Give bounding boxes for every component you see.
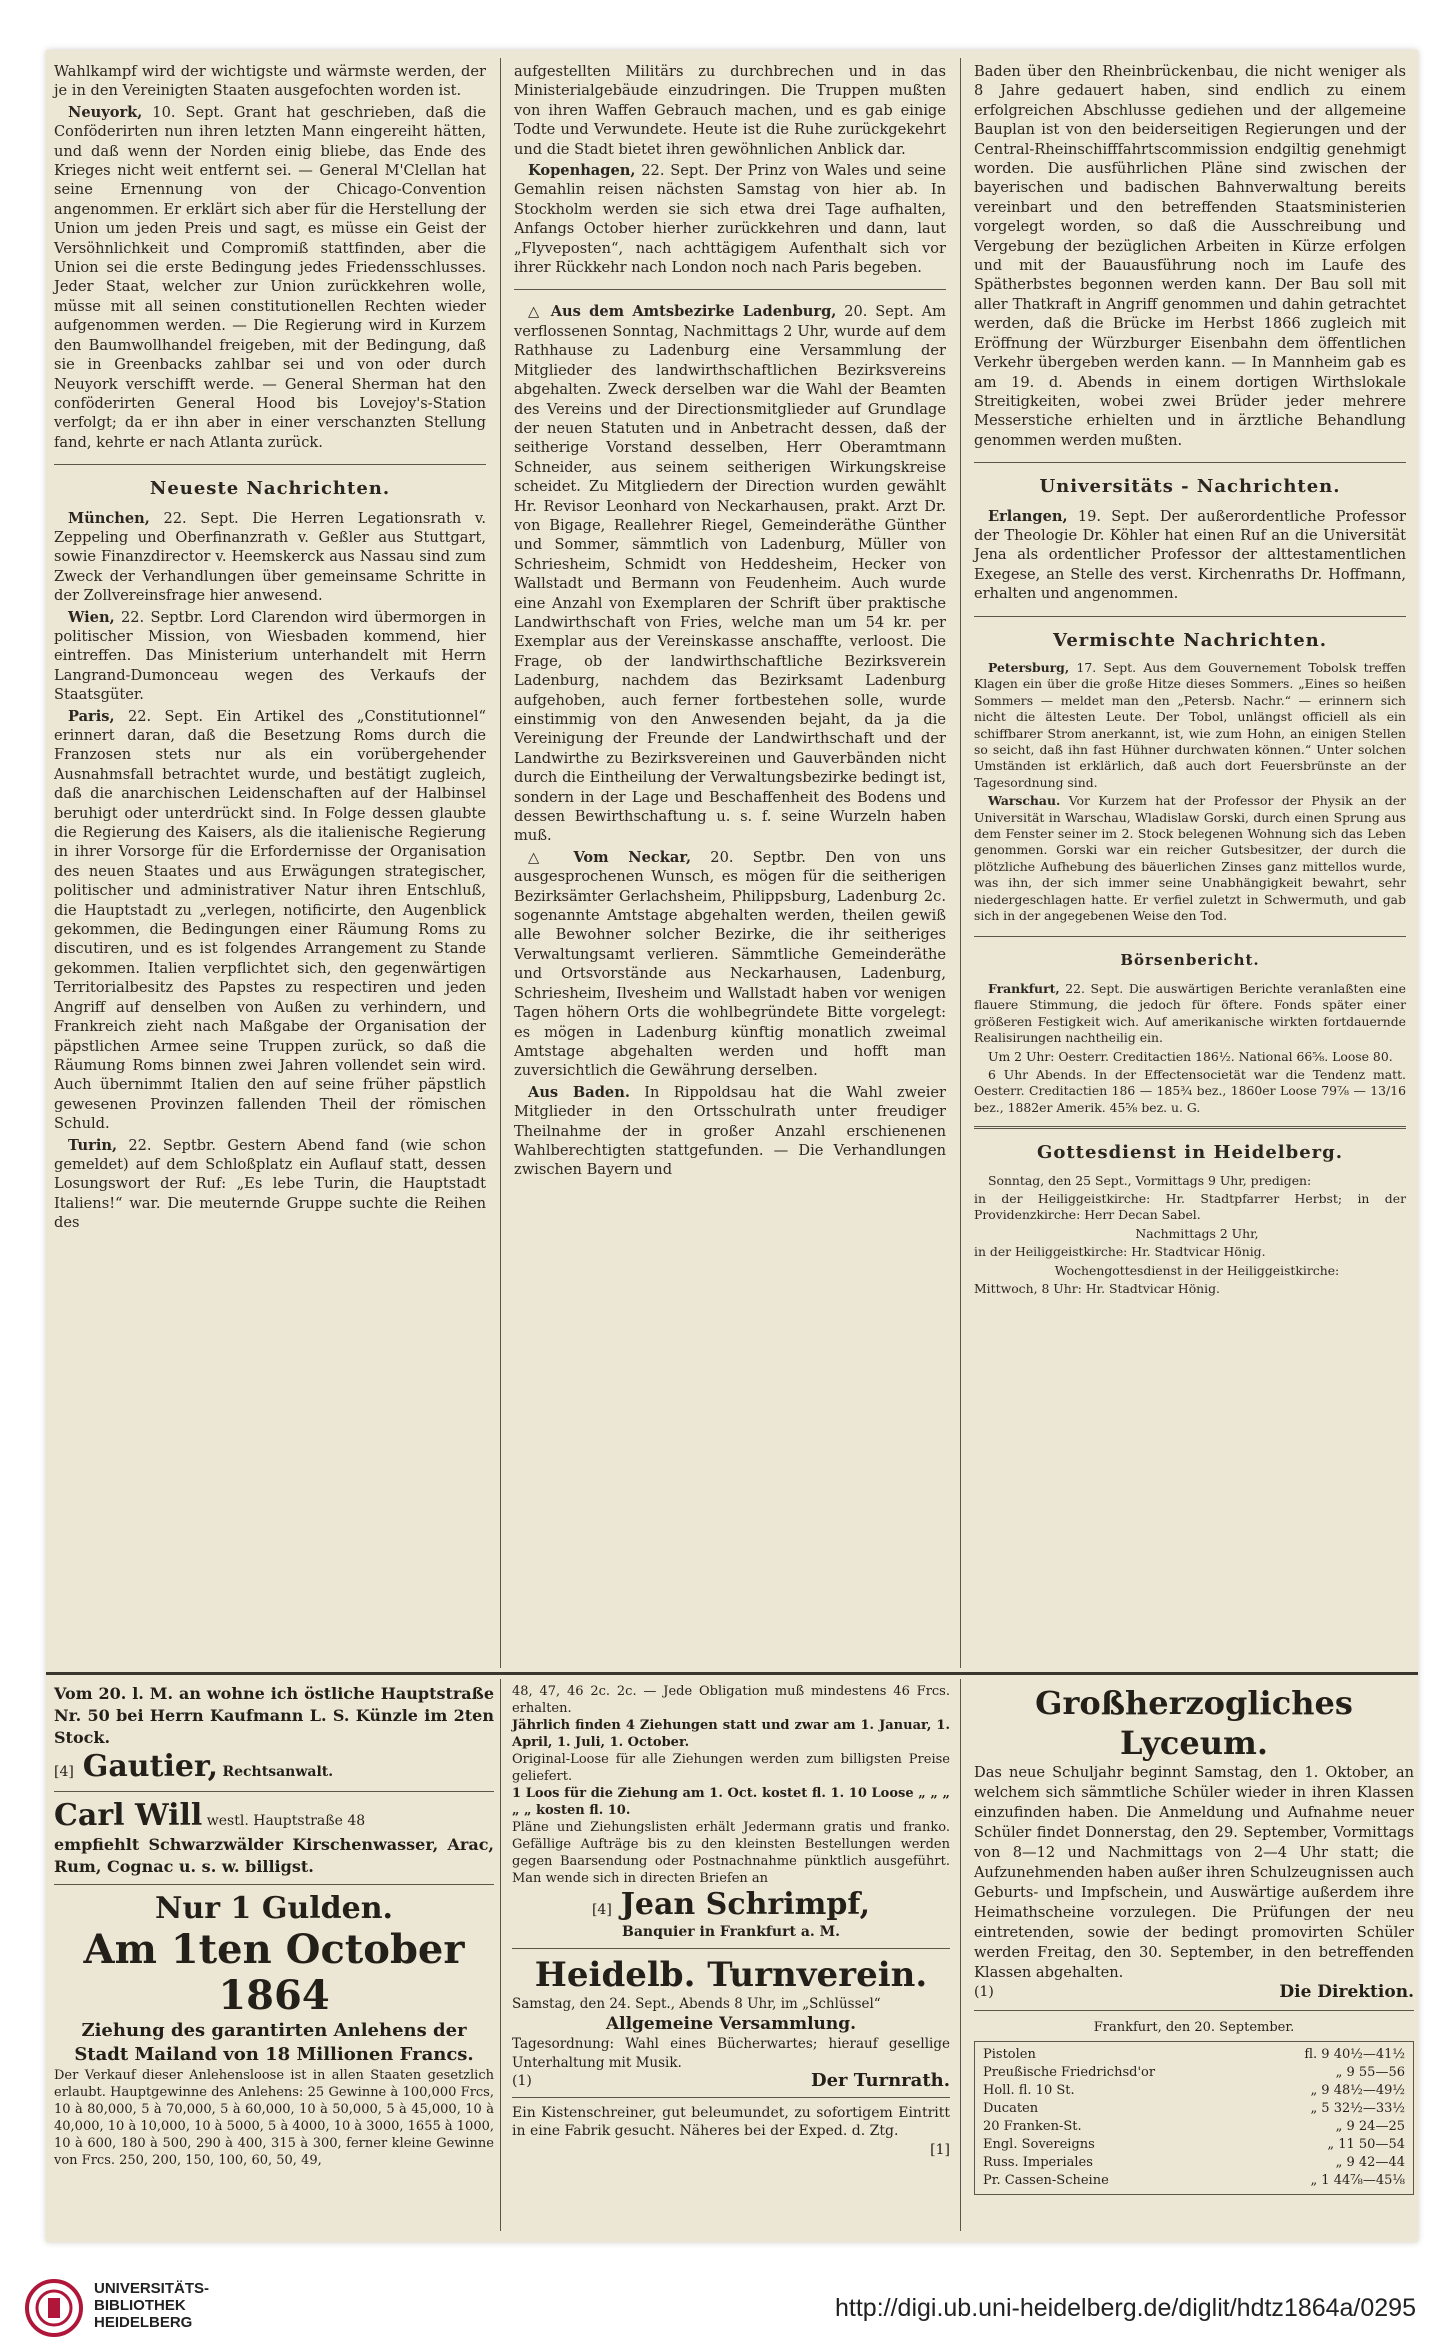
dateline: Frankfurt, [988,980,1060,996]
rate-value: „ 9 42—44 [1335,2155,1405,2170]
article-text: 20. Septbr. Den von uns ausgesprochenen Wunsch, es mögen für die seitherigen Bezirksämter Gerlachsheim, Philippsburg, Ladenburg 2c. sogenannte Amtstage abgehalten werden, theilen gewiß alle Bewohner solcher Bezirke, die ihr seitheriges Verwaltungsamt verlieren. Sämmtliche Gemeinderäthe und Ortsvorstände aus Neckarhausen, Ladenburg, Schriesheim, Ilvesheim und Wallstadt haben vor wenigen Tagen höhern Orts die wohlbegründete Bitte vorgelegt: es mögen in Ladenburg künftig monatlich zweimal Amtstage abgehalten werden und hofft man zuversichtlich die Gewährung derselben. [514,848,946,1080]
service-line: Nachmittags 2 Uhr, [1135,1225,1259,1241]
article-paragraph [514,1083,946,1180]
ad-divider [974,2010,1414,2011]
article-text: Vor Kurzem hat der Professor der Physik an der Universität in Warschau, Wladislaw Gorski, durch einen Sprung aus dem Fenster seiner im 2. Stock belegenen Wohnung sich das Leben genommen. Gorski war ein reicher Gutsbesitzer, der durch die plötzliche Aufhebung des bäuerlichen Zinses ganz mittellos wurde, was ihn, der sich immer seine Unabhängigkeit bewahrt, sehr niedergeschlagen hatte. Er verfiel zuletzt in Schwermuth, und gab sich in der angegebenen Weise den Tod. [974,793,1406,924]
ad-text: empfiehlt Schwarzwälder Kirschenwasser, Arac, Rum, Cognac u. s. w. billigst. [54,1835,494,1876]
ad-text: Vom 20. l. M. an wohne ich östliche Hauptstraße Nr. 50 bei Herrn Kaufmann L. S. Künzle im 2ten Stock. [54,1684,494,1747]
ad-name: Gautier, [82,1749,219,1784]
rate-row [983,2118,1405,2136]
ad-headline: Heidelb. Turnverein. [534,1954,928,1995]
ad-subtitle: Banquier in Frankfurt a. M. [621,1924,841,1940]
ad-column-3 [974,1683,1414,2195]
dateline: Erlangen, [988,507,1068,525]
service-line: in der Heiliggeistkirche: Hr. Stadtpfarrer Herbst; in der Providenzkirche: Herr Decan Sabel. [974,1190,1406,1223]
rate-name: Preußische Friedrichsd'or [983,2065,1156,2080]
rate-row [983,2046,1405,2064]
rate-row [983,2136,1405,2154]
article-paragraph [514,161,946,277]
section-divider [974,462,1406,463]
ad-number: (1) [974,1984,994,2000]
dateline: Kopenhagen, [528,162,636,180]
article-text: 19. Sept. Der außerordentliche Professor der Theologie Dr. Köhler hat einen Ruf an die Universität Jena als ordentlicher Professor der alttestamentlichen Exegese, an Stelle des verst. Kirchenraths Dr. Hoffmann, erhalten und angenommen. [974,507,1406,603]
article-paragraph [974,981,1406,1047]
rate-name: Russ. Imperiales [983,2155,1093,2170]
ad-signature [974,1983,1414,2002]
ad-subheadline: Allgemeine Versammlung. [605,2014,857,2034]
section-divider [54,464,486,465]
ad-signature [512,1887,950,1923]
dateline: △ Aus dem Amtsbezirke Ladenburg, [528,303,837,321]
section-divider [974,616,1406,617]
rate-value: „ 1 44⅞—45⅛ [1310,2173,1405,2188]
article-paragraph: Um 2 Uhr: Oesterr. Creditactien 186½. National 66⅝. Loose 80. [988,1048,1393,1064]
ad-text: 1 Loos für die Ziehung am 1. Oct. kostet fl. 1. 10 Loose „ „ „ „ „ kosten fl. 10. [512,1786,950,1818]
permalink[interactable]: http://digi.ub.uni-heidelberg.de/diglit/hdtz1864a/0295 [835,2294,1416,2322]
university-seal-icon [24,2278,84,2338]
ad-name: Carl Will [54,1798,203,1833]
rate-row [983,2064,1405,2082]
ad-headline: Nur 1 Gulden. [155,1891,393,1926]
rates-heading: Frankfurt, den 20. September. [1093,2019,1295,2035]
section-heading: Universitäts - Nachrichten. [1039,476,1341,498]
article-column-2 [514,62,946,1182]
article-column-1 [54,62,486,1235]
article-paragraph [974,793,1406,924]
dateline: München, [68,509,150,527]
ad-number: [4] [54,1764,74,1780]
advertisement-section [46,1672,1418,2235]
rate-name: Engl. Sovereigns [983,2137,1095,2152]
ad-headline: Großherzogliches Lyceum. [1035,1684,1353,1762]
rate-value: „ 5 32½—33½ [1310,2101,1405,2116]
ad-text: Das neue Schuljahr beginnt Samstag, den 1. Oktober, an welchem sich sämmtliche Schüler wieder in ihren Klassen einzufinden haben. Die Anmeldung und Aufnahme neuer Schüler findet Donnerstag, den 29. September, Vormittags von 8—12 und Nachmittags von 2—4 Uhr statt; die Aufzunehmenden haben außer ihren Schulzeugnissen auch Geburts- und Impfschein, und Auswärtige außerdem ihre Heimathscheine vorzulegen. Die Prüfungen der neu eintretenden, sowie der bedingt promovirten Schüler werden Freitag, den 30. September, in den betreffenden Klassen abgehalten. [974,1764,1414,1981]
article-text: 22. Sept. Der Prinz von Wales und seine Gemahlin reisen nächsten Samstag von hier ab. In Stockholm werden sie sich etwa drei Tage aufhalten, Anfangs October hierher zurückkehren und dann, laut „Flyveposten“, nach achttägigem Aufenthalt sich vor ihrer Rückkehr nach London noch nach Paris begeben. [514,162,946,277]
rate-row [983,2154,1405,2172]
column-rule [960,1679,961,2231]
ad-number: [1] [930,2141,950,2158]
ad-subheadline: Ziehung des garantirten Anlehens der Stadt Mailand von 18 Millionen Francs. [74,2020,474,2065]
article-paragraph [54,608,486,705]
section-divider [514,289,946,290]
ad-line [54,1798,494,1834]
article-paragraph [514,302,946,845]
section-divider [974,936,1406,937]
ad-divider [512,1948,950,1949]
ad-text: Tagesordnung: Wahl eines Bücherwartes; hierauf gesellige Unterhaltung mit Musik. [512,2036,950,2071]
ad-signature [54,1749,494,1785]
section-divider [974,1126,1406,1129]
viewer-footer [0,2258,1452,2350]
article-text: 22. Sept. Ein Artikel des „Constitutionnel“ erinnert daran, daß die Besetzung Roms durch die Franzosen stets nur als ein vorübergehender Ausnahmsfall betrachtet wurde, und bestätigt zugleich, daß die anarchischen Leidenschaften auf der Halbinsel beruhigt oder unterdrückt sind. In Folge dessen glaubte die Regierung des Kaisers, als die italienische Regierung in ihrer Vorsorge für die Erfordernisse der Organisation des neuen Staates und aus Erwägungen strategischer, politischer und administrativer Natur ihren Entschluß, die Hauptstadt zu „verlegen, notificirte, den Augenblick gekommen, die Bedingungen einer Räumung Roms zu discutiren, und es ist folgendes Arrangement zu Stande gekommen. Italien verpflichtet sich, den gegenwärtigen Territorialbesitz des Papstes zu respectiren und jeden Angriff auf denselben von Außen zu verhindern, und Frankreich zieht nach Maßgabe der Organisation der päpstlichen Armee seine Truppen zurück, so daß die Räumung Roms binnen zwei Jahren vollendet sein wird. Auch übernimmt Italien den auf seine früher päpstlich gewesenen Provinzen fallenden Theil der römischen Schuld. [54,707,487,1133]
ad-sign: Der Turnrath. [810,2070,950,2091]
article-paragraph: Baden über den Rheinbrückenbau, die nicht weniger als 8 Jahre gedauert haben, sind endlich zu einem erfolgreichen Abschlusse gediehen und der allgemeine Bauplan ist von den beiderseitigen Regierungen und der Central-Rheinschifffahrtscommission endgiltig genehmigt worden. Die ausführlichen Pläne sind zwischen der bayerischen und badischen Bahnverwaltung bereits vereinbart und den betreffenden Staatsministerien vorgelegt worden, so daß die Ausschreibung und Vergebung der bezüglichen Arbeiten in Kürze erfolgen und mit der Bauausführung noch im Laufe des Spätherbstes begonnen werden kann. Der Bau soll mit aller Thatkraft in Angriff genommen und dahin getrachtet werden, daß die Brücke im Herbst 1866 zugleich mit Eröffnung der Würzburger Eisenbahn dem öffentlichen Verkehr übergeben werden kann. — In Mannheim gab es am 19. d. Abends in einem dortigen Wirthslokale Streitigkeiten, wobei zwei Brüder jeder mehrere Messerstiche erhielten und in ärztliche Behandlung genommen werden mußten. [974,63,1406,449]
service-line: Sonntag, den 25 Sept., Vormittags 9 Uhr, predigen: [988,1172,1312,1188]
ad-text: Samstag, den 24. Sept., Abends 8 Uhr, im „Schlüssel“ [512,1995,881,2012]
ad-sign: Die Direktion. [1279,1982,1414,2002]
ad-number: [4] [591,1902,612,1918]
article-text: 22. Septbr. Gestern Abend fand (wie schon gemeldet) auf dem Schloßplatz ein Auflauf statt, dessen Losungswort der Ruf: „Es lebe Turin, die Hauptstadt Italiens!“ war. Die meuternde Gruppe suchte die Reihen des [54,1136,487,1232]
rate-value: „ 9 24—25 [1335,2119,1405,2134]
library-line: UNIVERSITÄTS- [94,2280,210,2297]
dateline: Paris, [68,707,115,725]
ad-text: Der Verkauf dieser Anlehensloose ist in allen Staaten gesetzlich erlaubt. Hauptgewinne des Anlehens: 25 Gewinne à 100,000 Frcs, 10 à 80,000, 5 à 70,000, 5 à 60,000, 10 à 50,000, 5 à 45,000, 10 à 40,000, 10 à 10,000, 10 à 5000, 5 à 4000, 10 à 3000, 1655 à 1000, 10 à 600, 180 à 500, 290 à 400, 315 à 300, ferner kleine Gewinne von Frcs. 250, 200, 150, 100, 60, 50, 49, [54,2068,494,2168]
article-paragraph [974,660,1406,791]
ad-text: Original-Loose für alle Ziehungen werden zum billigsten Preise geliefert. [512,1752,950,1784]
exchange-rates-table [974,2041,1414,2195]
ad-divider [512,2097,950,2098]
article-paragraph: 6 Uhr Abends. In der Effectensocietät war die Tendenz matt. Oesterr. Creditactien 186 — 185¾ bez., 1860er Loose 79⅞ — 13/16 bez., 1882er Amerik. 45⅝ bez. u. G. [974,1066,1406,1115]
article-column-3 [974,62,1406,1299]
article-paragraph [514,848,946,1081]
column-rule [500,58,501,1668]
article-text: 10. Sept. Grant hat geschrieben, daß die Conföderirten nun ihren letzten Mann eingereiht hätten, und daß wenn der Norden einig bliebe, das Ende des Krieges nicht weit entfernt sei. — General M'Clellan hat seine Ernennung von der Chicago-Convention angenommen. Er erklärt sich aber für die Herstellung der Union um jeden Preis und sagt, es müsse ein Geist der Versöhnlichkeit und Compromiß stattfinden, aber die Union sei die erste Bedingung jedes Friedensschlusses. Jeder Staat, welcher zur Union zurückkehren wolle, müsse mit all seinen constitutionellen Rechten wieder aufgenommen werden. — Die Regierung wird in Kurzem den Baumwollhandel freigeben, mit der Bedingung, daß sie in Greenbacks zahlbar sei und von oder durch Neuyork verschifft werde. — General Sherman hat den conföderirten General Hood bis Lovejoy's-Station verfolgt; da er ihn aber in einer verschanzten Stellung fand, kehrte er nach Atlanta zurück. [54,103,487,451]
section-heading: Börsenbericht. [1120,951,1260,970]
rate-name: 20 Franken-St. [983,2119,1082,2134]
section-heading: Neueste Nachrichten. [149,478,391,500]
ad-name: Jean Schrimpf, [620,1887,871,1922]
article-paragraph: aufgestellten Militärs zu durchbrechen und in das Ministerialgebäude einzudringen. Die Truppen mußten von ihren Waffen Gebrauch machen, und es gab einige Todte und Verwundete. Heute ist die Ruhe zurückgekehrt und die Stadt bietet ihren gewöhnlichen Anblick dar. [514,63,946,158]
rate-row [983,2082,1405,2100]
rate-name: Pr. Cassen-Scheine [983,2173,1109,2188]
rate-row [983,2172,1405,2190]
service-line: Wochengottesdienst in der Heiliggeistkirche: [1054,1262,1340,1278]
article-paragraph [54,509,486,606]
article-paragraph [54,707,486,1134]
rate-name: Ducaten [983,2101,1039,2116]
section-heading: Gottesdienst in Heidelberg. [1036,1142,1343,1164]
article-text: 20. Sept. Am verflossenen Sonntag, Nachmittags 2 Uhr, wurde auf dem Rathhause zu Ladenburg eine Versammlung der Mitglieder des landwirthschaftlichen Bezirksvereins abgehalten. Zweck derselben war die Wahl der Beamten des Vereins und der Directionsmitglieder auf Grundlage der neuen Statuten und in Anbetracht dessen, daß der seitherige Vorstand desselben, Herr Oberamtmann Schneider, aus seinem seitherigen Wirkungskreise scheidet. Zu Mitgliedern der Direction wurden gewählt Hr. Revisor Leonhard von Neckarhausen, prakt. Arzt Dr. von Bigage, Reallehrer Riegel, Gemeinderäthe Günther und Sommer, sämmtlich von Ladenburg, Müller von Schriesheim, Schmidt von Heddesheim, Hecker von Wallstadt und Bermann von Feudenheim. Auch wurde eine Anzahl von Exemplaren der Schrift über praktische Landwirthschaft von Fries, welche man um 54 kr. per Exemplar aus der Vereinskasse anschaffte, verloost. Die Frage, ob der landwirthschaftliche Bezirksverein Ladenburg, nachdem das Bezirksamt Ladenburg aufgehoben, auch ferner fortbestehen solle, wurde einstimmig von den Anwesenden bejaht, da ja die Vereinigung der Freunde der Landwirthschaft und der Landwirthe zu Bezirksvereinen und Gauverbänden nicht durch die Eintheilung der Verwaltungsbezirke bedingt ist, sondern in der Lage und Beschaffenheit des Bodens und dessen Bewirthschaftung u. s. f. seine Wurzeln haben muß. [514,303,946,845]
ad-text: Jährlich finden 4 Ziehungen statt und zwar am 1. Januar, 1. April, 1. Juli, 1. October. [512,1718,950,1750]
ad-title: Rechtsanwalt. [222,1764,334,1780]
article-text: 22. Sept. Die auswärtigen Berichte veranlaßten eine flauere Stimmung, die jedoch für öftere. Fonds später einer größeren Festigkeit wich. Auf amerikanische wirkten fortdauernde Realisirungen nachtheilig ein. [974,980,1406,1046]
dateline: Neuyork, [68,103,143,121]
article-paragraph: Wahlkampf wird der wichtigste und wärmste werden, der je in den Vereinigten Staaten ausgefochten worden ist. [54,63,486,100]
dateline: Petersburg, [988,659,1070,675]
dateline: Aus Baden. [528,1083,630,1101]
ad-column-2 [512,1683,950,2159]
service-line: Mittwoch, 8 Uhr: Hr. Stadtvicar Hönig. [974,1280,1220,1296]
ad-divider [54,1884,494,1885]
rate-name: Holl. fl. 10 St. [983,2083,1075,2098]
article-text: 17. Sept. Aus dem Gouvernement Tobolsk treffen Klagen ein über die große Hitze dieses Sommers. „Eines so heißen Sommers — meldet man den „Petersb. Nachr.“ — erinnern sich nicht die ältesten Leute. Der Tobol, unlängst officiell als ein schiffbarer Strom anerkannt, ist, wie zum Hohn, an einigen Stellen so seicht, daß ihn fast Hühner durchwaten können.“ Unter solchen Umständen ist erklärlich, daß auch dort Feuersbrünste an der Tagesordnung sind. [974,659,1406,790]
library-line: BIBLIOTHEK [94,2297,186,2314]
ad-column-1 [54,1683,494,2169]
article-paragraph [974,507,1406,604]
rate-row [983,2100,1405,2118]
column-rule [500,1679,501,2231]
library-line: HEIDELBERG [94,2314,193,2331]
ad-text: 48, 47, 46 2c. 2c. — Jede Obligation muß mindestens 46 Frcs. erhalten. [512,1684,950,1716]
section-heading: Vermischte Nachrichten. [1053,629,1327,651]
ad-signature [512,2072,950,2091]
dateline: △ Vom Neckar, [528,848,692,866]
article-paragraph [54,103,486,452]
article-paragraph [54,1136,486,1233]
rate-value: „ 11 50—54 [1327,2137,1405,2152]
ad-headline: Am 1ten October 1864 [83,1926,465,2019]
column-rule [960,58,961,1668]
article-text: In Rippoldsau hat die Wahl zweier Mitglieder in den Ortsschulrath unter freudiger Theilnahme der in großer Anzahl erschienenen Wahlberechtigten stattgefunden. — Die Verhandlungen zwischen Bayern und [514,1083,947,1179]
rate-value: fl. 9 40½—41½ [1304,2047,1405,2062]
rate-value: „ 9 55—56 [1335,2065,1405,2080]
ad-address: westl. Hauptstraße 48 [206,1813,366,1829]
service-line: in der Heiliggeistkirche: Hr. Stadtvicar Hönig. [974,1244,1266,1260]
rate-value: „ 9 48½—49½ [1310,2083,1405,2098]
article-text: 22. Sept. Die Herren Legationsrath v. Zeppeling und Oberfinanzrath v. Geßler aus Stuttgart, sowie Finanzdirector v. Heemskerck aus Nassau sind zum Zweck der Verhandlungen über gemeinsame Schritte in der Zollvereinsfrage hier anwesend. [54,509,486,605]
ad-divider [54,1791,494,1792]
dateline: Warschau. [988,793,1061,809]
ad-text: Pläne und Ziehungslisten erhält Jedermann gratis und franko. Gefällige Aufträge bis zu den kleinsten Bestellungen werden gegen Baarsendung oder Postnachnahme pünktlich ausgeführt. Man wende sich in directen Briefen an [512,1820,950,1886]
library-name [94,2280,209,2331]
rate-name: Pistolen [983,2047,1036,2062]
ad-number: (1) [512,2073,532,2089]
dateline: Wien, [68,608,115,626]
ad-text: Ein Kistenschreiner, gut beleumundet, zu sofortigem Eintritt in eine Fabrik gesucht. Näheres bei der Exped. d. Ztg. [512,2104,950,2139]
newspaper-page [46,50,1418,2242]
article-text: 22. Septbr. Lord Clarendon wird übermorgen in politischer Mission, von Wiesbaden kommend, hier eintreffen. Das Ministerium unterhandelt mit Herrn Langrand-Dumonceau wegen des Verkaufs der Staatsgüter. [54,608,487,704]
dateline: Turin, [68,1136,118,1154]
